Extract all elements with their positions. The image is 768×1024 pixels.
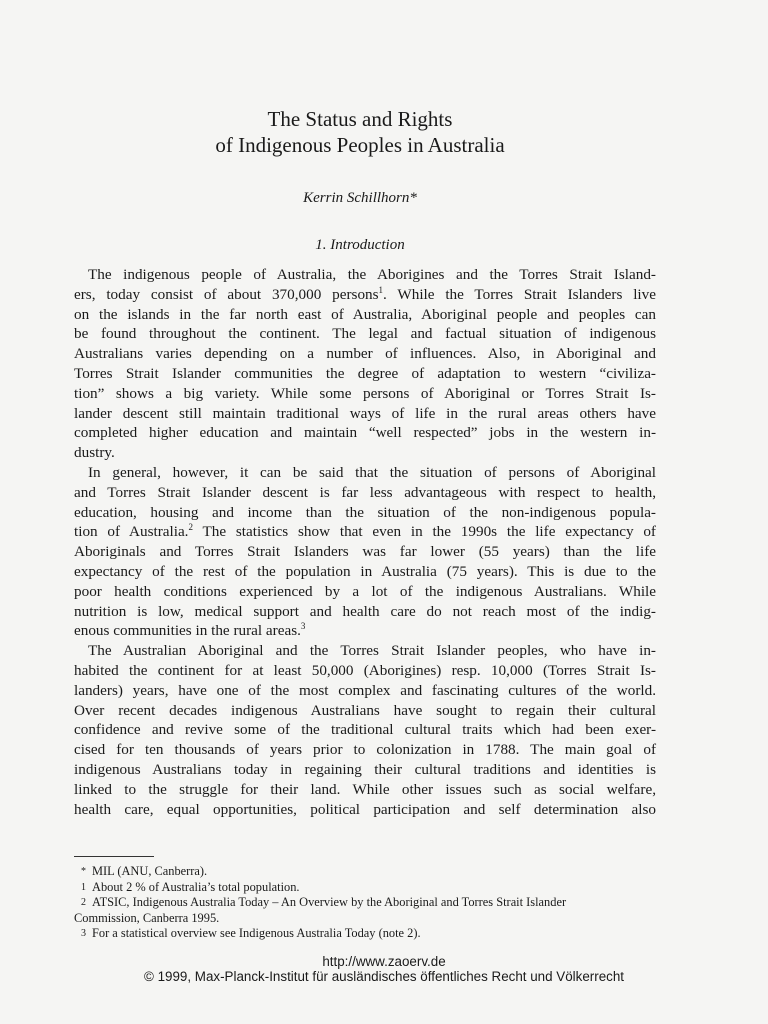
body-line-text: Torres Strait Islander communities the degree of adaptation to western “civiliza- (74, 364, 656, 382)
body-line-text: The indigenous people of Australia, the Aborigines and the Torres Strait Island- (88, 266, 656, 283)
footnote-mark: 3 (81, 928, 86, 939)
footnote-text: For a statistical overview see Indigenous Australia Today (note 2). (92, 926, 421, 940)
body-line (74, 285, 656, 305)
body-line-text: confidence and revive some of the traditional cultural traits which had been exer- (74, 721, 656, 739)
body-line-text: landers) years, have one of the most complex and fascinating cultures of the world. (74, 681, 656, 699)
body-line-text: tion” shows a big variety. While some persons of Aboriginal or Torres Strait Is- (74, 384, 656, 402)
footnote (74, 925, 656, 942)
footnote-reference[interactable]: 3 (300, 621, 306, 632)
body-line-text: on the islands in the far north east of Australia, Aboriginal people and peoples can (74, 305, 656, 323)
body-line (74, 760, 656, 780)
footnote (74, 894, 656, 911)
body-line-text: linked to the struggle for their land. While other issues such as social welfare, (74, 780, 656, 798)
body-line-text: be found throughout the continent. The legal and factual situation of indigenous (74, 325, 656, 343)
body-line-text: education, housing and income than the situation of the non-indigenous popula- (74, 503, 656, 521)
body-line (74, 701, 656, 721)
body-line (74, 582, 656, 602)
footnote-reference[interactable]: 1 (378, 284, 384, 295)
footnote-text: Commission, Canberra 1995. (74, 911, 220, 925)
body-line (74, 503, 656, 523)
body-line-text: and Torres Strait Islander descent is far less advantageous with respect to health, (74, 483, 656, 501)
body-line (74, 780, 656, 800)
body-line (74, 463, 656, 483)
footnote-divider (74, 856, 154, 857)
body-line (74, 621, 656, 641)
body-line (74, 483, 656, 503)
body-line (74, 661, 656, 681)
body-line-text: Australians varies depending on a number of influences. Also, in Aboriginal and (74, 345, 656, 363)
author-name: Kerrin Schillhorn* (303, 190, 417, 206)
body-line (74, 562, 656, 582)
body-line (74, 344, 656, 364)
body-line-text: completed higher education and maintain “well respected” jobs in the western in- (74, 424, 656, 442)
body-line (74, 423, 656, 443)
body-line-text: Aboriginals and Torres Strait Islanders was far lower (55 years) than the life (74, 543, 656, 561)
body-line-text: lander descent still maintain traditional ways of life in the rural areas others have (74, 404, 656, 422)
footnote-mark: * (81, 866, 86, 877)
body-line-text: nutrition is low, medical support and health care do not reach most of the indig- (74, 602, 656, 620)
paper-title-line-1: The Status and Rights (267, 107, 453, 131)
footnote-text: MIL (ANU, Canberra). (92, 864, 208, 878)
paper-title-line-2: of Indigenous Peoples in Australia (215, 133, 505, 157)
body-line-text: The Australian Aboriginal and the Torres Strait Islander peoples, who have in- (88, 642, 656, 660)
body-line (74, 800, 656, 820)
body-line-text: In general, however, it can be said that the situation of persons of Aboriginal (88, 463, 656, 481)
footnote-reference[interactable]: 2 (188, 522, 193, 533)
body-line (74, 681, 656, 701)
body-line-text: dustry. (74, 444, 115, 462)
footnote-text: About 2 % of Australia’s total population. (92, 880, 300, 894)
body-line (74, 542, 656, 562)
section-heading: 1. Introduction (315, 237, 405, 253)
footer-url-link[interactable]: http://www.zaoerv.de (322, 954, 446, 969)
footnote-mark: 2 (81, 897, 86, 908)
body-line (74, 384, 656, 404)
body-line-text: expectancy of the rest of the population in Australia (75 years). This is due to the (74, 562, 656, 580)
body-line (74, 522, 656, 542)
body-line-text: health care, equal opportunities, political participation and self determination also (74, 800, 656, 818)
footnote-text: ATSIC, Indigenous Australia Today – An Overview by the Aboriginal and Torres Strait Islander (92, 895, 567, 909)
body-line (74, 404, 656, 424)
body-line-text: enous communities in the rural areas. (74, 622, 301, 640)
body-line-text: ers, today consist of about 370,000 persons (74, 285, 379, 303)
body-line (74, 265, 656, 285)
body-line-text: Over recent decades indigenous Australians have sought to regain their cultural (74, 701, 656, 719)
body-line (74, 720, 656, 740)
body-line (74, 324, 656, 344)
body-line-text: cised for ten thousands of years prior to colonization in 1788. The main goal of (74, 741, 656, 759)
body-line-text: poor health conditions experienced by a lot of the indigenous Australians. While (74, 582, 656, 600)
body-text (74, 265, 656, 819)
body-line (74, 602, 656, 622)
body-line (74, 740, 656, 760)
footnote (74, 863, 656, 880)
body-line-text: The statistics show that even in the 1990s the life expectancy of (192, 523, 656, 541)
body-line-text: habited the continent for at least 50,000 (Aborigines) resp. 10,000 (Torres Strait Is- (74, 661, 656, 679)
body-line (74, 305, 656, 325)
body-line-text: . While the Torres Strait Islanders live (383, 285, 656, 303)
body-line-text: indigenous Australians today in regaining their cultural traditions and identities is (74, 760, 656, 778)
footnote-mark: 1 (81, 882, 86, 893)
body-line (74, 641, 656, 661)
body-line (74, 443, 656, 463)
footer-copyright: © 1999, Max-Planck-Institut für ausländisches öffentliches Recht und Völkerrecht (143, 969, 625, 984)
body-line (74, 364, 656, 384)
body-line-text: tion of Australia. (74, 523, 189, 541)
